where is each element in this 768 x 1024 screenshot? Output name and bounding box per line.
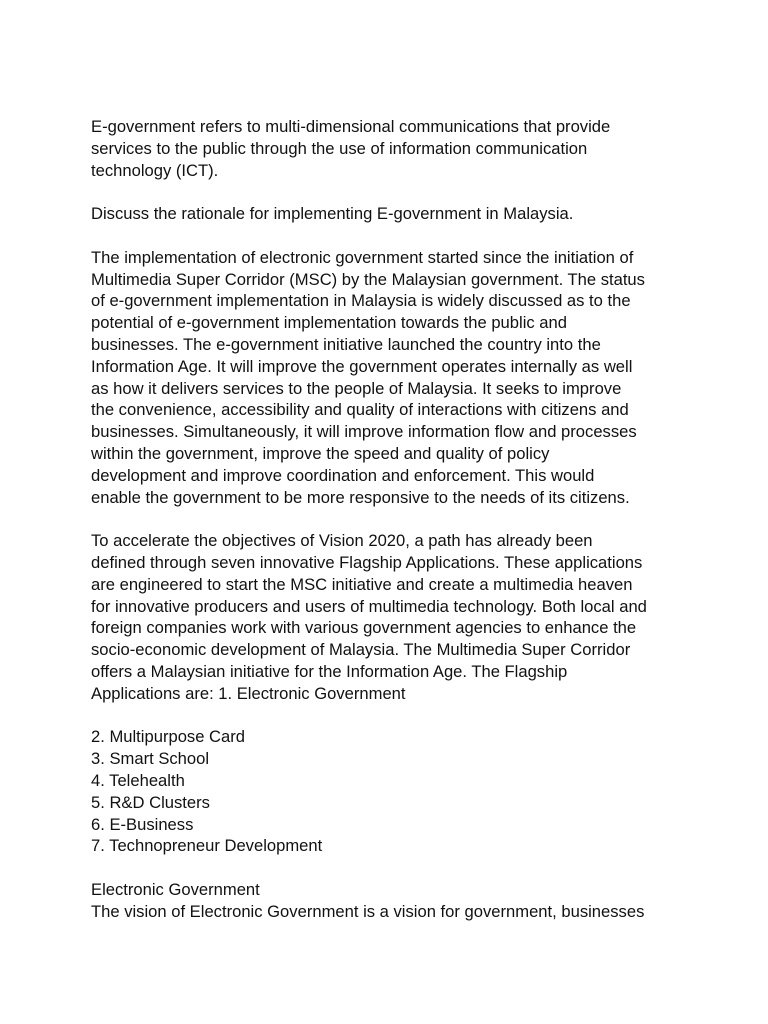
text-line: offers a Malaysian initiative for the Information Age. The Flagship (91, 661, 568, 681)
list-item: 5. R&D Clusters (91, 792, 210, 812)
text-line: services to the public through the use of information communication (91, 138, 588, 158)
text-line: development and improve coordination and enforcement. This would (91, 465, 595, 485)
text-line: The vision of Electronic Government is a vision for government, businesses (91, 901, 645, 921)
text-line: Information Age. It will improve the government operates internally as well (91, 356, 633, 376)
text-line: potential of e-government implementation towards the public and (91, 313, 567, 333)
text-line: as how it delivers services to the people of Malaysia. It seeks to improve (91, 378, 622, 398)
text-line: Applications are: 1. Electronic Government (91, 683, 406, 703)
text-line: within the government, improve the speed and quality of policy (91, 443, 550, 463)
section-text (91, 901, 691, 923)
text-line: The implementation of electronic government started since the initiation of (91, 247, 634, 267)
text-line: foreign companies work with various government agencies to enhance the (91, 618, 637, 638)
text-line: the convenience, accessibility and quality of interactions with citizens and (91, 400, 629, 420)
text-line: of e-government implementation in Malaysia is widely discussed as to the (91, 291, 631, 311)
question-paragraph (91, 203, 691, 225)
question-text: Discuss the rationale for implementing E-government in Malaysia. (91, 204, 574, 224)
text-line: are engineered to start the MSC initiative and create a multimedia heaven (91, 574, 633, 594)
vision-paragraph (91, 530, 691, 704)
text-line: for innovative producers and users of multimedia technology. Both local and (91, 596, 647, 616)
text-line: E-government refers to multi-dimensional communications that provide (91, 117, 611, 136)
rationale-paragraph (91, 247, 691, 509)
intro-paragraph (91, 116, 691, 181)
text-line: socio-economic development of Malaysia. The Multimedia Super Corridor (91, 640, 631, 660)
list-item: 2. Multipurpose Card (91, 727, 246, 747)
list-item: 7. Technopreneur Development (91, 836, 323, 856)
text-line: businesses. Simultaneously, it will improve information flow and processes (91, 422, 637, 442)
document-page (91, 116, 691, 922)
flagship-list (91, 726, 691, 857)
text-line: technology (ICT). (91, 160, 219, 180)
list-item: 3. Smart School (91, 749, 210, 769)
list-item: 4. Telehealth (91, 770, 185, 790)
text-line: defined through seven innovative Flagship Applications. These applications (91, 552, 643, 572)
text-line: Multimedia Super Corridor (MSC) by the Malaysian government. The status (91, 269, 645, 289)
list-item: 6. E-Business (91, 814, 194, 834)
section-heading: Electronic Government (91, 879, 260, 899)
text-line: To accelerate the objectives of Vision 2020, a path has already been (91, 531, 593, 551)
text-line: businesses. The e-government initiative launched the country into the (91, 334, 601, 354)
text-line: enable the government to be more responsive to the needs of its citizens. (91, 487, 630, 507)
